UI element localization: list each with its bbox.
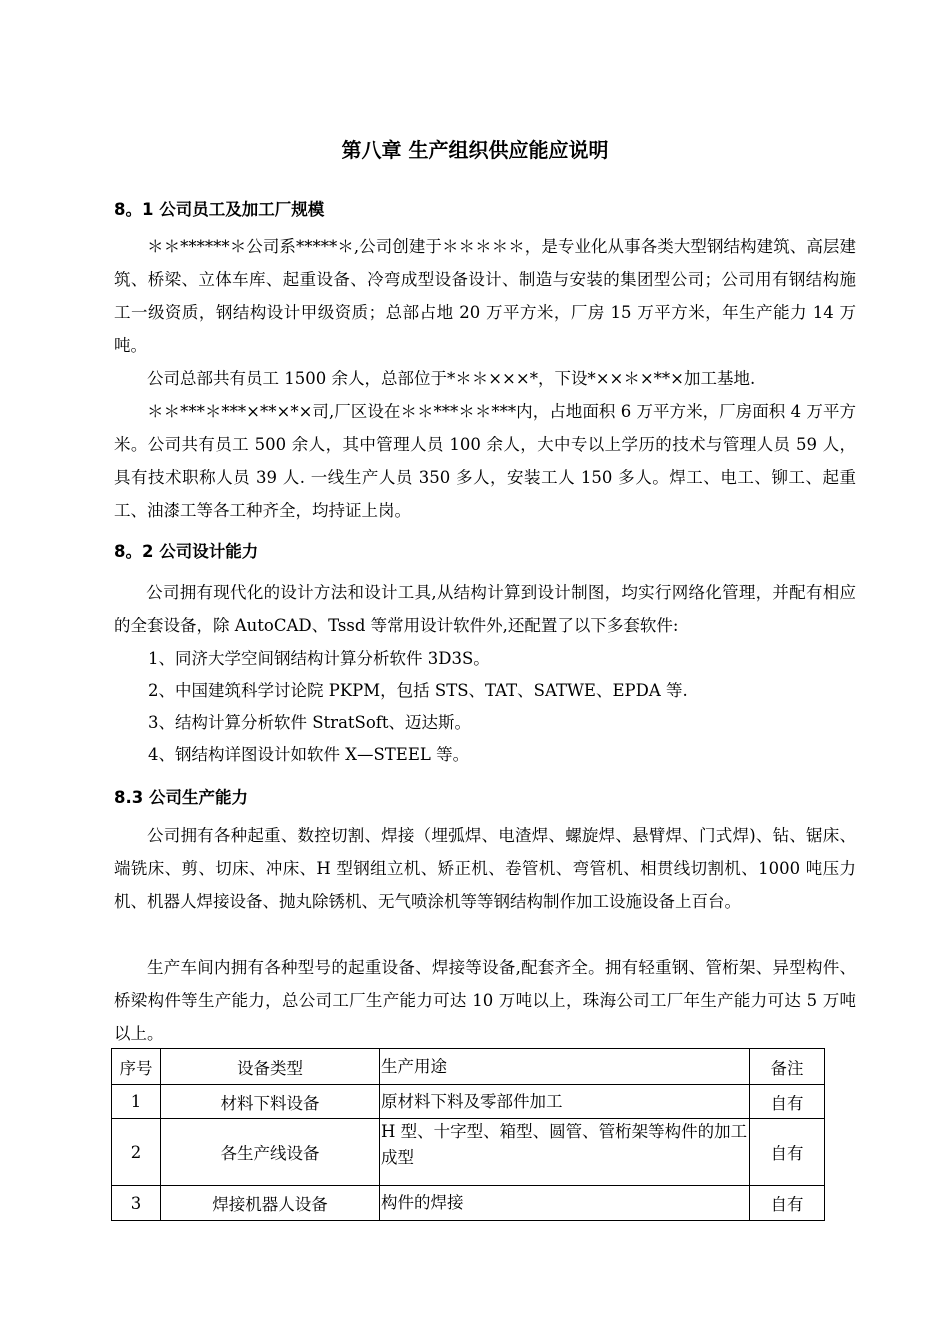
table-row bbox=[112, 1085, 825, 1119]
software-list-item: 3、结构计算分析软件 StratSoft、迈达斯。 bbox=[148, 713, 472, 732]
table-cell: H 型、十字型、箱型、圆管、管桁架等构件的加工成型 bbox=[380, 1119, 750, 1186]
table-cell: 构件的焊接 bbox=[380, 1186, 750, 1221]
table-cell: 3 bbox=[112, 1186, 161, 1221]
section-heading-8-2: 8。2 公司设计能力 bbox=[114, 542, 259, 561]
software-list-item: 2、中国建筑科学讨论院 PKPM，包括 STS、TAT、SATWE、EPDA 等. bbox=[148, 681, 688, 700]
chapter-title: 第八章 生产组织供应能应说明 bbox=[341, 138, 609, 162]
header-cell: 备注 bbox=[750, 1049, 825, 1085]
table-row bbox=[112, 1186, 825, 1221]
table-cell: 材料下料设备 bbox=[161, 1085, 380, 1119]
table-header-row bbox=[112, 1049, 825, 1085]
paragraph-factory: ＊＊***＊***×**×*×司,厂区设在＊＊***＊＊***内，占地面积 6 万平方米，厂房面积 4 万平方米。公司共有员工 500 余人，其中管理人员 100 余人，大中专以上学历的技术与管理人员 59 人，具有技术职称人员 39 人. 一线生产人员 350 多人，安装工人 150 多人。焊工、电工、铆工、起重工、油漆工等各工种齐全，均持证上岗。 bbox=[114, 402, 856, 520]
table-cell: 自有 bbox=[750, 1119, 825, 1186]
section-heading-8-3: 8.3 公司生产能力 bbox=[114, 788, 248, 807]
table-cell: 2 bbox=[112, 1119, 161, 1186]
section-heading-8-1: 8。1 公司员工及加工厂规模 bbox=[114, 200, 325, 219]
paragraph-design-capability: 公司拥有现代化的设计方法和设计工具,从结构计算到设计制图，均实行网络化管理，并配有相应的全套设备，除 AutoCAD、Tssd 等常用设计软件外,还配置了以下多套软件: bbox=[114, 583, 856, 635]
table-row bbox=[112, 1119, 825, 1186]
paragraph-production-capacity: 生产车间内拥有各种型号的起重设备、焊接等设备,配套齐全。拥有轻重钢、管桁架、异型构件、桥梁构件等生产能力，总公司工厂生产能力可达 10 万吨以上，珠海公司工厂年生产能力可达 5 万吨以上。 bbox=[114, 958, 856, 1043]
software-list-item: 1、同济大学空间钢结构计算分析软件 3D3S。 bbox=[148, 649, 490, 668]
table-cell: 原材料下料及零部件加工 bbox=[380, 1085, 750, 1119]
paragraph-headquarters: 公司总部共有员工 1500 余人，总部位于*＊＊×××*，下设*××＊×**×加工基地. bbox=[147, 369, 756, 388]
table-cell: 自有 bbox=[750, 1085, 825, 1119]
equipment-table bbox=[111, 1048, 825, 1221]
paragraph-company-intro: ＊＊******＊公司系*****＊,公司创建于＊＊＊＊＊，是专业化从事各类大型钢结构建筑、高层建筑、桥梁、立体车库、起重设备、冷弯成型设备设计、制造与安装的集团型公司；公司用有钢结构施工一级资质，钢结构设计甲级资质；总部占地 20 万平方米，厂房 15 万平方米，年生产能力 14 万吨。 bbox=[114, 237, 856, 355]
header-cell: 序号 bbox=[112, 1049, 161, 1085]
table-cell: 焊接机器人设备 bbox=[161, 1186, 380, 1221]
table-cell: 1 bbox=[112, 1085, 161, 1119]
table-cell: 各生产线设备 bbox=[161, 1119, 380, 1186]
software-list-item: 4、钢结构详图设计如软件 X—STEEL 等。 bbox=[148, 745, 470, 764]
paragraph-production-equipment: 公司拥有各种起重、数控切割、焊接（埋弧焊、电渣焊、螺旋焊、悬臂焊、门式焊)、钻、锯床、端铣床、剪、切床、冲床、H 型钢组立机、矫正机、卷管机、弯管机、相贯线切割机、1000 吨压力机、机器人焊接设备、抛丸除锈机、无气喷涂机等等钢结构制作加工设施设备上百台。 bbox=[114, 826, 856, 911]
header-cell: 生产用途 bbox=[380, 1049, 750, 1085]
header-cell: 设备类型 bbox=[161, 1049, 380, 1085]
table-cell: 自有 bbox=[750, 1186, 825, 1221]
